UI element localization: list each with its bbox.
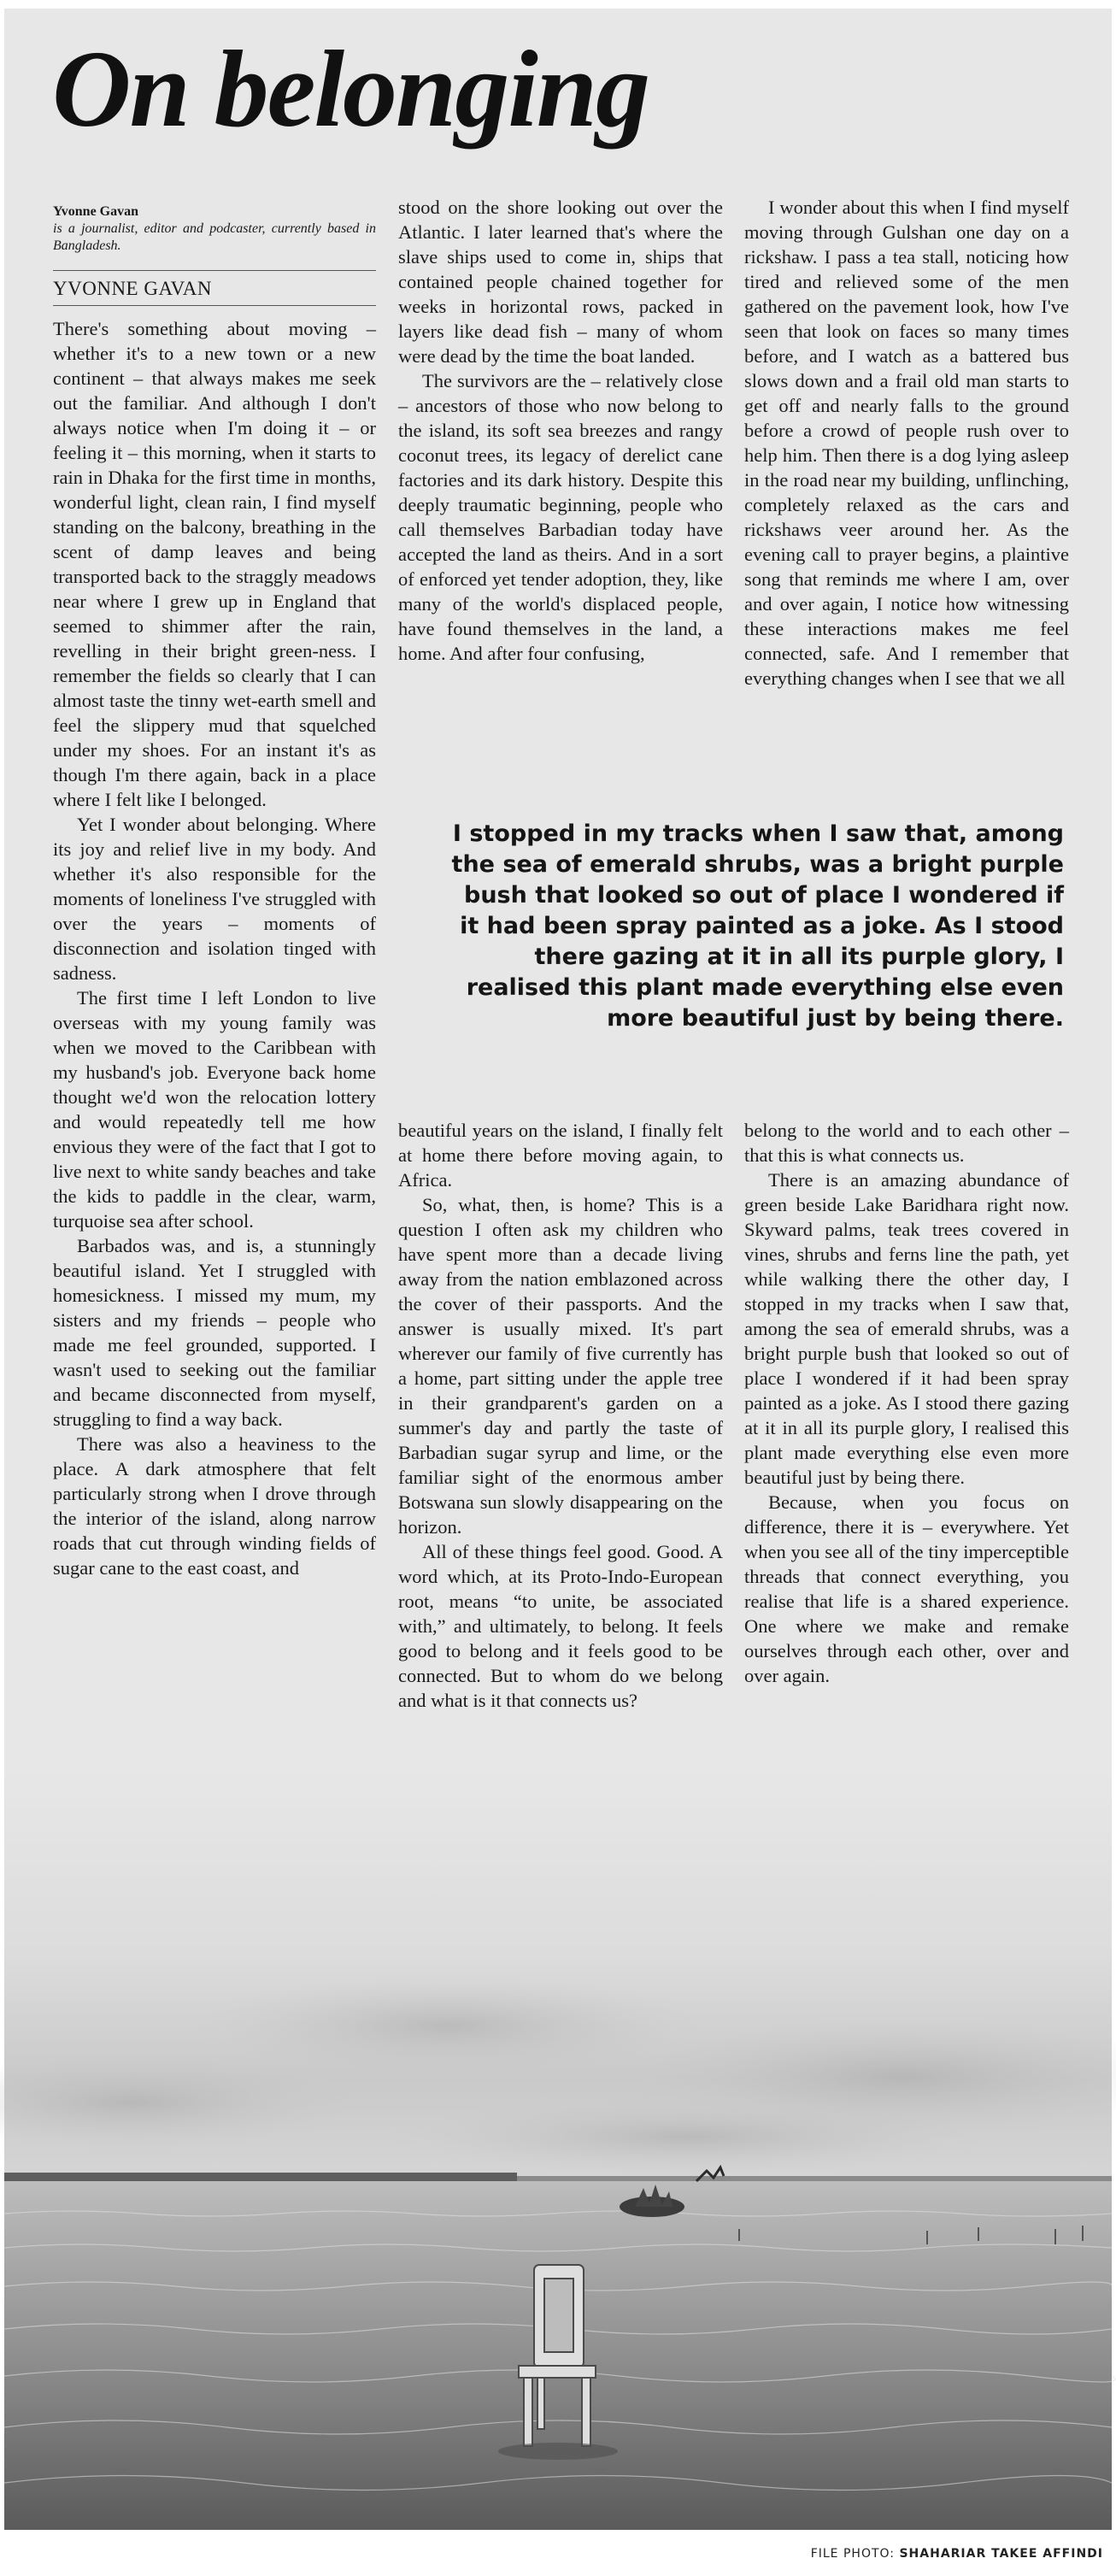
credit-name: SHAHARIAR TAKEE AFFINDI (899, 2547, 1103, 2561)
bio-description: is a journalist, editor and podcaster, currently based in Bangladesh. (53, 221, 376, 253)
column-2-top (398, 195, 723, 666)
paragraph: beautiful years on the island, I finally felt at home there before moving again, to Africa. (398, 1120, 723, 1191)
column-3-bottom (744, 1118, 1069, 1688)
pull-quote: I stopped in my tracks when I saw that, among the sea of emerald shrubs, was a bright purple bush that looked so out of place I wondered if it had been spray painted as a joke. As I stood there gazing at it in all its purple glory, I realised this plant made everything else even more beautiful just by being there. (451, 820, 1064, 1032)
paragraph: There's something about moving – whether it's to a new town or a new continent – that always makes me seek out the familiar. And although I don't always notice when I'm doing it – or feeling it – this morning, when it starts to rain in Dhaka for the first time in months, wonderful light, clean rain, I find myself standing on the balcony, breathing in the scent of damp leaves and being transported back to the straggly meadows near where I grew up in England that seemed to shimmer after the rain, revelling in their bright green-ness. I remember the fields so clearly that I can almost taste the tinny wet-earth smell and feel the slippery mud that squelched under my shoes. For an instant it's as though I'm there again, back in a place where I felt like I belonged. (53, 318, 376, 810)
lake-chair-photo (4, 1769, 1112, 2530)
paragraph: There was also a heaviness to the place. A dark atmosphere that felt particularly strong when I drove through the interior of the island, along narrow roads that cut through winding fields of sugar cane to the east coast, and (53, 1433, 376, 1579)
paragraph: So, what, then, is home? This is a question I often ask my children who have spent more than a decade living away from the nation emblazoned across the cover of their passports. And the answer is usually mixed. It's part wherever our family of five currently has a home, part sitting under the apple tree in their grandparent's garden on a summer's day and partly the taste of Barbadian sugar syrup and lime, or the familiar sight of the enormous amber Botswana sun slowly disappearing on the horizon. (398, 1194, 723, 1538)
paragraph: belong to the world and to each other – that this is what connects us. (744, 1120, 1069, 1166)
paragraph: Barbados was, and is, a stunningly beautiful island. Yet I struggled with homesickness. I missed my mum, my sisters and my friends – people who made me feel grounded, supported. I wasn't used to seeking out the familiar and became disconnected from myself, struggling to find a way back. (53, 1235, 376, 1430)
paragraph: I wonder about this when I find myself moving through Gulshan one day on a rickshaw. I pass a tea stall, noticing how tired and relieved some of the men gathered on the pavement look, how I've seen that look on faces so many times before, and I watch as a battered bus slows down and a frail old man starts to get off and nearly falls to the ground before a crowd of people rush over to help him. Then there is a dog lying asleep in the road near my building, unflinching, completely relaxed as the cars and rickshaws veer around her. As the evening call to prayer begins, a plaintive song that reminds me where I am, over and over again, I notice how witnessing these interactions makes me feel connected, safe. And I remember that everything changes when I see that we all (744, 197, 1069, 689)
photo-credit (811, 2547, 1103, 2561)
author-bio (53, 203, 376, 306)
article-page (4, 9, 1112, 2561)
byline: YVONNE GAVAN (53, 270, 376, 306)
column-2-bottom (398, 1118, 723, 1713)
paragraph: The first time I left London to live overseas with my young family was when we moved to the Caribbean with my husband's job. Everyone back home thought we'd won the relocation lottery and would repeatedly tell me how envious they were of the fact that I got to live next to white sandy beaches and take the kids to paddle in the clear, warm, turquoise sea after school. (53, 987, 376, 1232)
column-1 (53, 203, 376, 1580)
paragraph: stood on the shore looking out over the Atlantic. I later learned that's where the slave ships used to come in, ships that contained people chained together for weeks in horizontal rows, packed in layers like dead fish – many of whom were dead by the time the boat landed. (398, 197, 723, 367)
headline: On belonging (52, 28, 649, 150)
paragraph: All of these things feel good. Good. A word which, at its Proto-Indo-European root, means “to unite, be associated with,” and ultimately, to belong. It feels good to belong and it feels good to be connected. But to whom do we belong and what is it that connects us? (398, 1541, 723, 1711)
bio-name: Yvonne Gavan (53, 204, 139, 219)
paragraph: Yet I wonder about belonging. Where its joy and relief live in my body. And whether it's also responsible for the moments of loneliness I've struggled with over the years – moments of disconnection and isolation tinged with sadness. (53, 814, 376, 984)
paragraph: The survivors are the – relatively close – ancestors of those who now belong to the island, its soft sea breezes and rangy coconut trees, its legacy of derelict cane factories and its dark history. Despite this deeply traumatic beginning, people who call themselves Barbadian today have accepted the land as theirs. And in a sort of enforced yet tender adoption, they, like many of the world's displaced people, have found themselves in the land, a home. And after four confusing, (398, 370, 723, 664)
column-3-top (744, 195, 1069, 691)
paragraph: Because, when you focus on difference, there it is – everywhere. Yet when you see all of the tiny imperceptible threads that connect everything, you realise that life is a shared experience. One where we make and remake ourselves through each other, over and over again. (744, 1491, 1069, 1686)
paragraph: There is an amazing abundance of green beside Lake Baridhara right now. Skyward palms, teak trees covered in vines, shrubs and ferns line the path, yet while walking there the other day, I stopped in my tracks when I saw that, among the sea of emerald shrubs, was a bright purple bush that looked so out of place I wondered if it had been spray painted as a joke. As I stood there gazing at it in all its purple glory, I realised this plant made everything else even more beautiful just by being there. (744, 1169, 1069, 1488)
credit-label: FILE PHOTO: (810, 2547, 896, 2561)
